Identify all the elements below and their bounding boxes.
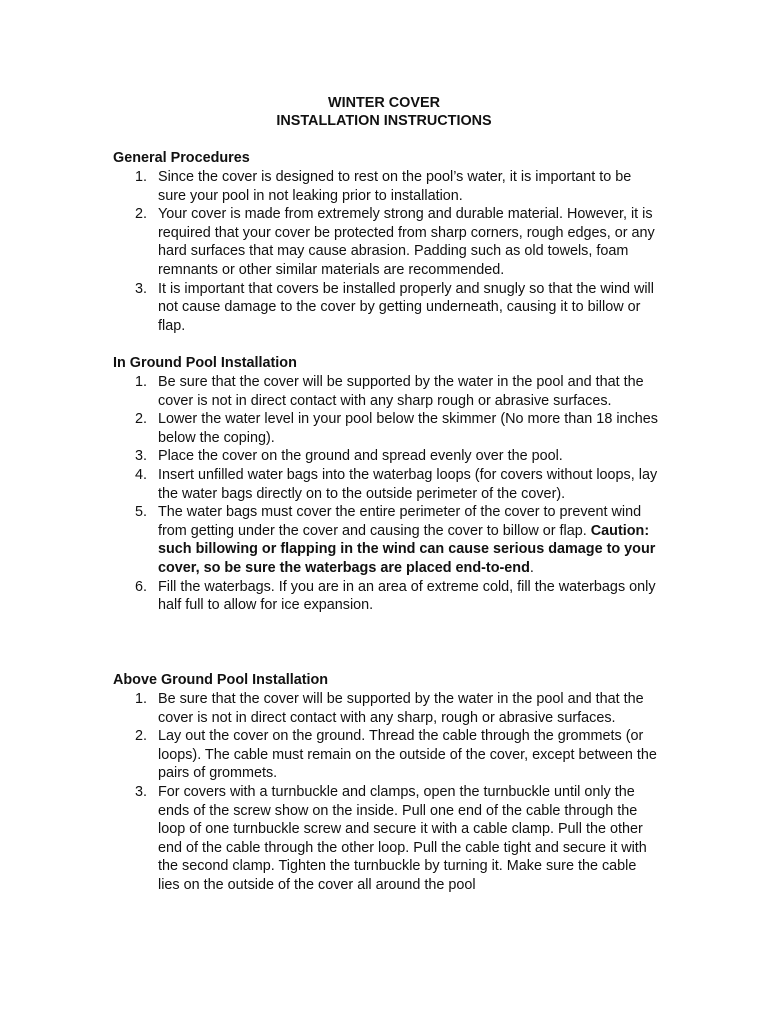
list-item-number: 3.	[135, 783, 148, 800]
section-heading-above-ground-pool: Above Ground Pool Installation	[113, 672, 329, 688]
list-item-number: 3.	[135, 280, 148, 297]
in-ground-pool-list	[113, 373, 658, 615]
list-item-text: Insert unfilled water bags into the waterbag loops (for covers without loops, lay the water bags directly on to the outside perimeter of the cover).	[158, 466, 658, 502]
list-item-text: Fill the waterbags. If you are in an area of extreme cold, fill the waterbags only half full to allow for ice expansion.	[158, 578, 656, 614]
above-ground-pool-list	[113, 690, 658, 895]
general-procedures-list	[113, 168, 658, 335]
list-item	[113, 373, 658, 410]
section-heading-general-procedures: General Procedures	[113, 150, 250, 166]
list-item-text: Be sure that the cover will be supported by the water in the pool and that the cover is not in direct contact with any sharp, rough or abrasive surfaces.	[158, 691, 644, 726]
list-item	[113, 727, 658, 783]
list-item-text: Lay out the cover on the ground. Thread the cable through the grommets (or loops). The cable must remain on the outside of the cover, except between the pairs of grommets.	[158, 728, 657, 782]
section-heading-in-ground-pool: In Ground Pool Installation	[113, 355, 297, 371]
list-item-number: 5.	[135, 504, 148, 521]
caution-text: Caution: such billowing or flapping in the wind can cause serious damage to your cover, so be sure the waterbags are placed end-to-end	[158, 522, 656, 576]
caution-tail: .	[529, 559, 534, 576]
list-item-text: Your cover is made from extremely strong and durable material. However, it is required that your cover be protected from sharp corners, rough edges, or any hard surfaces that may cause abrasion. Padding such as old towels, foam remnants or other similar materials are recommended.	[158, 206, 655, 278]
list-item-number: 2.	[135, 206, 148, 223]
list-item-number: 3.	[135, 448, 148, 465]
list-item-text: It is important that covers be installed properly and snugly so that the wind will not cause damage to the cover by getting underneath, causing it to billow or flap.	[158, 280, 654, 334]
list-item	[113, 578, 658, 615]
list-item-text: The water bags must cover the entire perimeter of the cover to prevent wind from getting under the cover and causing the cover to billow or flap.	[158, 504, 642, 539]
list-item	[113, 503, 658, 577]
document-title-line-2: INSTALLATION INSTRUCTIONS	[276, 113, 492, 129]
list-item	[113, 466, 658, 503]
list-item	[113, 690, 658, 727]
list-item-number: 4.	[135, 466, 148, 483]
list-item	[113, 205, 658, 279]
list-item	[113, 168, 658, 205]
list-item	[113, 783, 658, 895]
list-item-text: Lower the water level in your pool below the skimmer (No more than 18 inches below the coping).	[158, 411, 658, 446]
list-item-text: Place the cover on the ground and spread evenly over the pool.	[158, 448, 563, 465]
list-item-number: 2.	[135, 728, 148, 745]
list-item-number: 6.	[135, 578, 148, 595]
list-item-number: 1.	[135, 374, 148, 390]
list-item	[113, 410, 658, 447]
list-item-text: Be sure that the cover will be supported by the water in the pool and that the cover is not in direct contact with any sharp rough or abrasive surfaces.	[158, 374, 644, 409]
list-item-text: For covers with a turnbuckle and clamps, open the turnbuckle until only the ends of the screw show on the inside. Pull one end of the cable through the loop of one turnbuckle screw and secure it with a cable clamp. Pull the other end of the cable through the other loop. Pull the cable tight and secure it with the second clamp. Tighten the turnbuckle by turning it. Make sure the cable lies on the outside of the cover all around the pool	[158, 783, 647, 893]
list-item-text: Since the cover is designed to rest on the pool’s water, it is important to be sure your pool in not leaking prior to installation.	[158, 169, 632, 204]
list-item-number: 2.	[135, 411, 148, 428]
list-item-number: 1.	[135, 169, 148, 185]
list-item-number: 1.	[135, 691, 148, 707]
list-item	[113, 280, 658, 336]
list-item	[113, 447, 658, 466]
document-title-line-1: WINTER COVER	[328, 95, 440, 111]
